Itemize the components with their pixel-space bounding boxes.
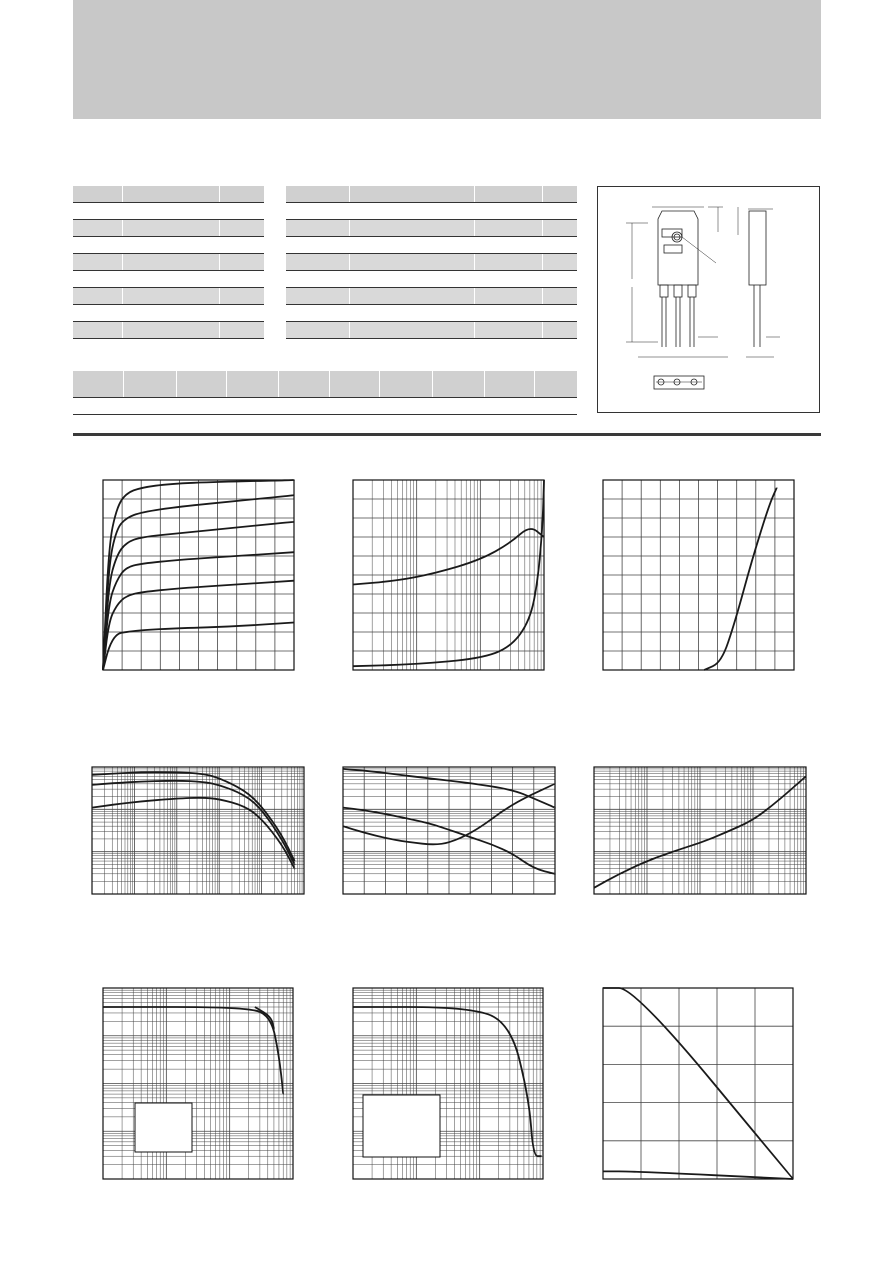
chart-row1-col3 (602, 479, 795, 671)
chart-svg (602, 987, 794, 1180)
table-row (73, 237, 264, 254)
series-line (603, 1171, 793, 1179)
package-outline-box (597, 186, 820, 413)
table-row (73, 220, 264, 237)
package-outline-drawing (598, 187, 821, 414)
chart-row2-col3 (593, 766, 807, 895)
chart-svg (102, 987, 294, 1180)
table-row (73, 186, 264, 203)
series-line (603, 988, 793, 1179)
left-spec-table (73, 186, 264, 339)
header-banner (73, 0, 821, 119)
plot-area (603, 988, 793, 1179)
chart-svg (102, 479, 295, 671)
section-divider (73, 433, 821, 436)
chart-row2-col2 (342, 766, 556, 895)
chart-row3-col2 (352, 987, 544, 1180)
table-row (286, 237, 577, 254)
series-line (92, 772, 295, 861)
plot-area (353, 988, 543, 1179)
table-row (286, 322, 577, 339)
table-row (286, 220, 577, 237)
plot-frame (92, 767, 304, 894)
table-row (286, 271, 577, 288)
plot-area (603, 480, 794, 670)
plot-area (103, 480, 294, 670)
chart-svg (342, 766, 556, 895)
table-row (73, 271, 264, 288)
chart-svg (91, 766, 305, 895)
table-row (73, 254, 264, 271)
table-row (286, 288, 577, 305)
table-row (73, 322, 264, 339)
legend-box (135, 1103, 192, 1152)
table-row (286, 254, 577, 271)
chart-svg (352, 987, 544, 1180)
table-row (73, 371, 577, 398)
table-row (286, 186, 577, 203)
plot-area (103, 988, 293, 1179)
classification-table (73, 371, 577, 415)
right-spec-table (286, 186, 577, 339)
chart-svg (593, 766, 807, 895)
plot-area (92, 767, 304, 894)
series-line (92, 798, 295, 869)
chart-row2-col1 (91, 766, 305, 895)
chart-row1-col2 (352, 479, 545, 671)
table-row (73, 305, 264, 322)
series-line (103, 1007, 283, 1094)
table-row (286, 203, 577, 220)
table-row (73, 288, 264, 305)
chart-svg (602, 479, 795, 671)
series-line (353, 480, 544, 666)
plot-area (594, 767, 806, 894)
chart-row1-col1 (102, 479, 295, 671)
plot-area (343, 767, 555, 894)
chart-svg (352, 479, 545, 671)
table-row (73, 203, 264, 220)
chart-row3-col3 (602, 987, 794, 1180)
series-line (704, 488, 777, 670)
chart-row3-col1 (102, 987, 294, 1180)
plot-frame (603, 988, 793, 1179)
legend-box (363, 1095, 440, 1157)
plot-area (353, 480, 544, 670)
table-row (286, 305, 577, 322)
table-row (73, 398, 577, 415)
